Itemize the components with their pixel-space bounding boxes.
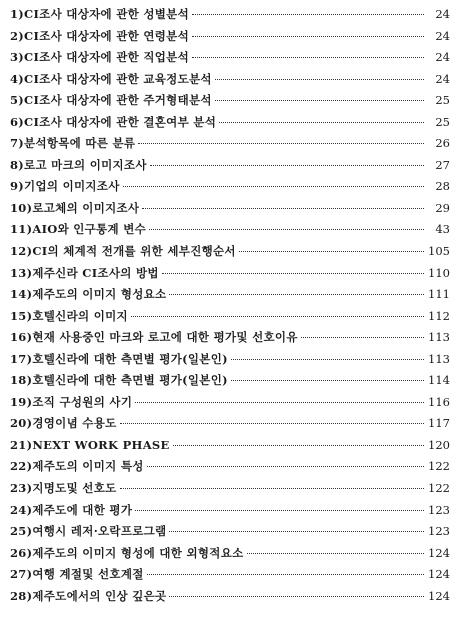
toc-entry [10, 47, 450, 69]
toc-entry-title: 11)AIO와 인구통계 변수 [10, 222, 147, 237]
toc-entry-title: 13)제주신라 CI조사의 방법 [10, 265, 159, 280]
dot-leader [147, 466, 424, 467]
dot-leader [231, 380, 424, 381]
toc-entry [10, 306, 450, 328]
dot-leader [173, 445, 424, 446]
toc-entry-title: 27)여행 계절및 선호계절 [10, 567, 144, 582]
toc-entry [10, 176, 450, 198]
dot-leader [123, 186, 424, 187]
toc-entry [10, 263, 450, 285]
toc-entry-title: 28)제주도에서의 인상 깊은곳 [10, 588, 167, 603]
dot-leader [147, 574, 424, 575]
toc-entry-title: 7)분석항목에 따른 분류 [10, 136, 136, 151]
toc-entry-title: 15)호텔신라의 이미지 [10, 308, 128, 323]
dot-leader [192, 14, 424, 15]
toc-entry-title: 16)현재 사용중인 마크와 로고에 대한 평가및 선호이유 [10, 330, 298, 345]
toc-entry-page-number: 113 [428, 330, 450, 345]
toc-entry-page-number: 112 [428, 308, 450, 323]
dot-leader [150, 165, 424, 166]
toc-entry-title: 6)CI조사 대상자에 관한 결혼여부 분석 [10, 114, 217, 129]
toc-entry-page-number: 114 [428, 373, 450, 388]
toc-entry-page-number: 120 [428, 437, 450, 452]
toc-entry [10, 413, 450, 435]
toc-entry-page-number: 24 [435, 71, 450, 86]
toc-entry [10, 4, 450, 26]
dot-leader [192, 57, 424, 58]
toc-entry-page-number: 26 [435, 136, 450, 151]
toc-entry-page-number: 117 [428, 416, 450, 431]
toc-entry-title: 17)호텔신라에 대한 측면별 평가(일본인) [10, 351, 228, 366]
toc-entry-title: 14)제주도의 이미지 형성요소 [10, 287, 167, 302]
dot-leader [247, 553, 424, 554]
toc-entry [10, 198, 450, 220]
toc-entry-title: 24)제주도에 대한 평가 [10, 502, 133, 517]
toc-entry [10, 435, 450, 457]
toc-entry-page-number: 24 [435, 50, 450, 65]
toc-entry-page-number: 111 [428, 287, 450, 302]
toc-entry-title: 4)CI조사 대상자에 관한 교육정도분석 [10, 71, 212, 86]
dot-leader [135, 510, 424, 511]
toc-entry [10, 370, 450, 392]
dot-leader [142, 208, 424, 209]
dot-leader [135, 402, 424, 403]
toc-entry-page-number: 122 [428, 459, 450, 474]
dot-leader [169, 531, 424, 532]
toc-entry-title: 25)여행시 레저·오락프로그램 [10, 524, 167, 539]
toc-entry [10, 349, 450, 371]
dot-leader [120, 423, 424, 424]
toc-entry-page-number: 105 [428, 244, 450, 259]
toc-entry [10, 284, 450, 306]
dot-leader [138, 143, 424, 144]
toc-entry [10, 90, 450, 112]
toc-entry [10, 564, 450, 586]
toc-entry-title: 19)조직 구성원의 사기 [10, 394, 133, 409]
dot-leader [215, 100, 424, 101]
toc-entry-page-number: 116 [428, 394, 450, 409]
toc-entry [10, 586, 450, 608]
toc-entry-page-number: 124 [428, 545, 450, 560]
toc-entry-page-number: 27 [435, 157, 450, 172]
toc-entry [10, 26, 450, 48]
toc-entry-title: 12)CI의 체계적 전개를 위한 세부진행순서 [10, 244, 236, 259]
toc-entry-page-number: 24 [435, 7, 450, 21]
toc-entry [10, 241, 450, 263]
toc-entry [10, 500, 450, 522]
toc-entry-title: 18)호텔신라에 대한 측면별 평가(일본인) [10, 373, 228, 388]
toc-entry-page-number: 28 [435, 179, 450, 194]
dot-leader [169, 294, 424, 295]
toc-entry-title: 9)기업의 이미지조사 [10, 179, 120, 194]
toc-entry-title: 1)CI조사 대상자에 관한 성별분석 [10, 7, 189, 21]
toc-entry-page-number: 43 [435, 222, 450, 237]
toc-entry-title: 20)경영이념 수용도 [10, 416, 117, 431]
toc-entry-page-number: 124 [428, 588, 450, 603]
toc-entry [10, 327, 450, 349]
toc-entry-title: 22)제주도의 이미지 특성 [10, 459, 144, 474]
dot-leader [149, 229, 424, 230]
toc-entry-page-number: 110 [428, 265, 450, 280]
toc-entry-page-number: 25 [435, 93, 450, 108]
toc-entry [10, 521, 450, 543]
toc-entry [10, 155, 450, 177]
dot-leader [231, 359, 424, 360]
toc-entry-page-number: 124 [428, 567, 450, 582]
dot-leader [219, 122, 424, 123]
toc-entry-title: 3)CI조사 대상자에 관한 직업분석 [10, 50, 189, 65]
toc-entry [10, 392, 450, 414]
toc-entry-title: 5)CI조사 대상자에 관한 주거형태분석 [10, 93, 212, 108]
toc-entry-title: 23)지명도및 선호도 [10, 481, 117, 496]
toc-entry [10, 112, 450, 134]
toc-entry [10, 456, 450, 478]
dot-leader [131, 316, 424, 317]
toc-entry [10, 133, 450, 155]
toc-entry-page-number: 24 [435, 28, 450, 43]
dot-leader [169, 596, 424, 597]
toc-entry-title: 10)로고체의 이미지조사 [10, 200, 140, 215]
toc-entry [10, 219, 450, 241]
dot-leader [301, 337, 424, 338]
toc-entry-title: 8)로고 마크의 이미지조사 [10, 157, 147, 172]
toc-entry-page-number: 25 [435, 114, 450, 129]
toc-entry [10, 478, 450, 500]
toc-entry [10, 543, 450, 565]
dot-leader [120, 488, 424, 489]
dot-leader [239, 251, 424, 252]
dot-leader [162, 273, 424, 274]
toc-entry-title: 21)NEXT WORK PHASE [10, 437, 170, 452]
dot-leader [215, 79, 424, 80]
toc-entry-page-number: 123 [428, 502, 450, 517]
dot-leader [192, 36, 424, 37]
toc-entry-page-number: 113 [428, 351, 450, 366]
toc-entry-page-number: 122 [428, 481, 450, 496]
toc-entry-page-number: 123 [428, 524, 450, 539]
toc-entry-title: 26)제주도의 이미지 형성에 대한 외형적요소 [10, 545, 244, 560]
toc-entry-page-number: 29 [435, 200, 450, 215]
toc-entry-title: 2)CI조사 대상자에 관한 연령분석 [10, 28, 189, 43]
toc-entry [10, 69, 450, 91]
